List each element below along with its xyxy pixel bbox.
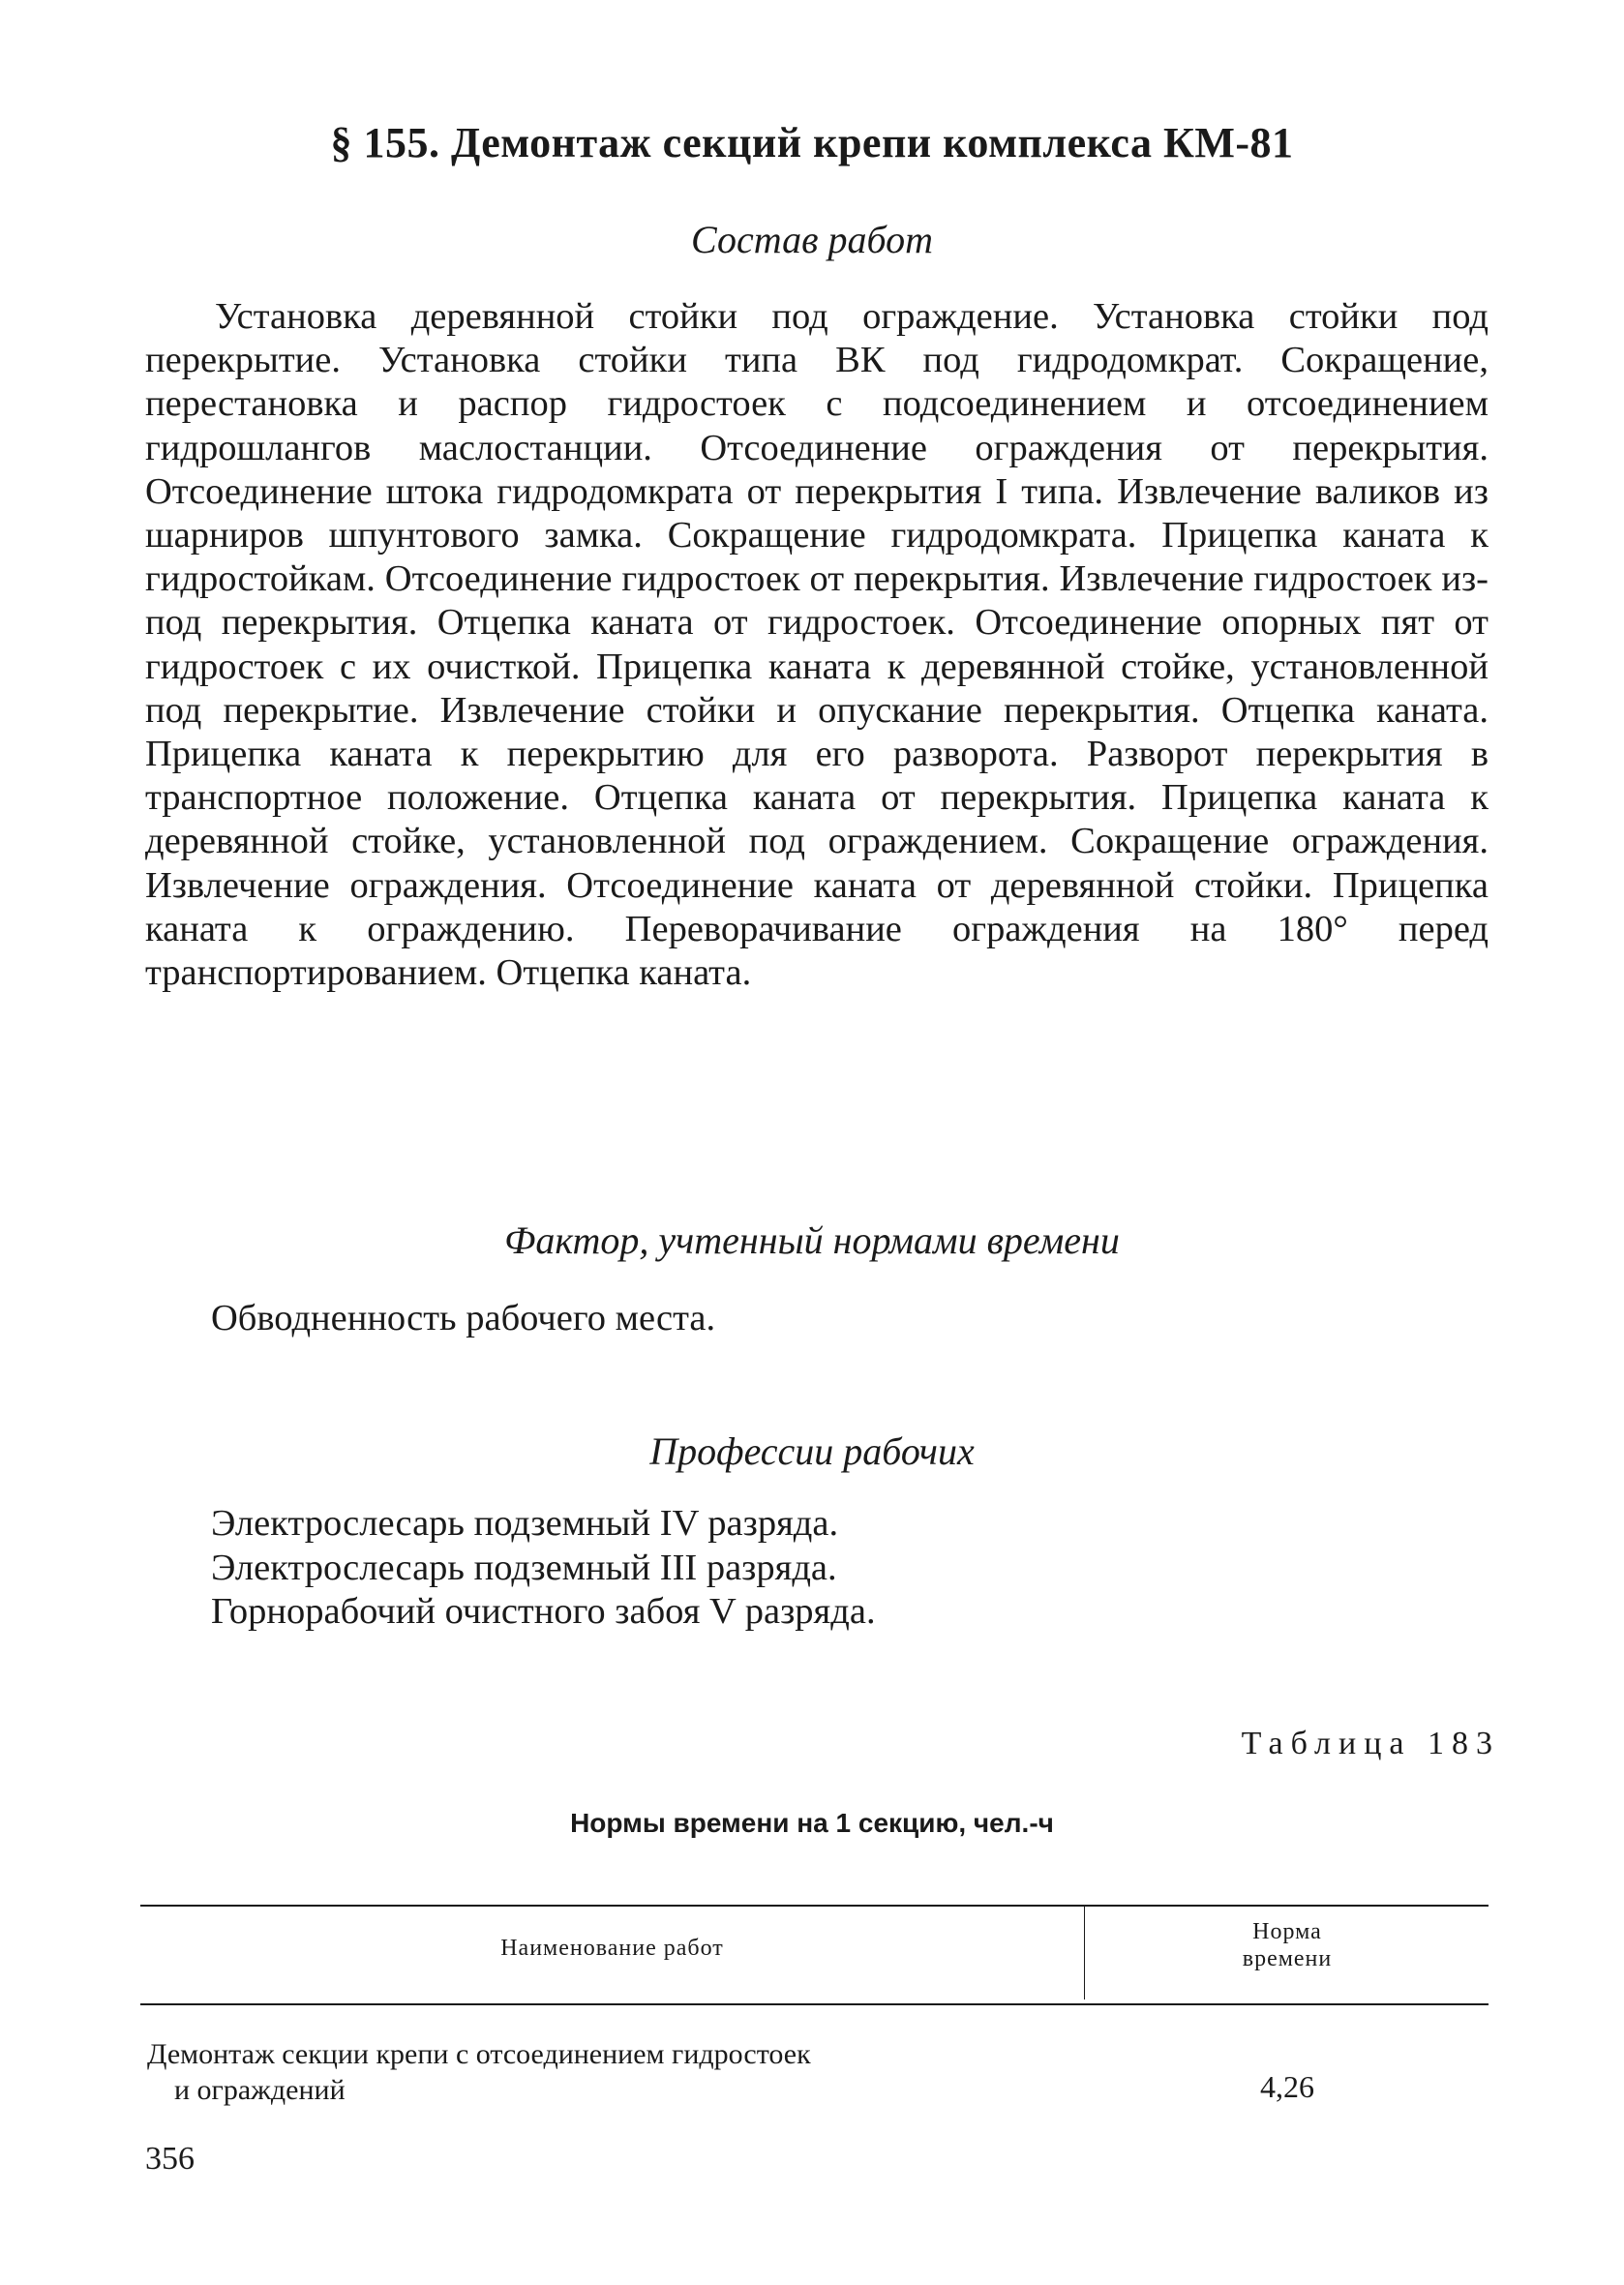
table-row-name-line1: Демонтаж секции крепи с отсоединением гидростоек xyxy=(147,2038,811,2070)
table-row-value: 4,26 xyxy=(1260,2069,1314,2104)
table-column-divider xyxy=(1084,1907,1085,1999)
page-number: 356 xyxy=(145,2141,195,2177)
table-header-norm-line2: времени xyxy=(1242,1946,1333,1971)
table-header-name: Наименование работ xyxy=(500,1936,724,1961)
table-row-name-line2: и ограждений xyxy=(174,2074,346,2106)
professions-title: Профессии рабочих xyxy=(649,1429,975,1473)
profession-item: Электрослесарь подземный IV разряда. xyxy=(211,1503,839,1544)
composition-text xyxy=(145,295,1489,995)
profession-item: Электрослесарь подземный III разряда. xyxy=(211,1547,837,1588)
section-heading: § 155. Демонтаж секций крепи комплекса КМ-81 xyxy=(330,119,1294,166)
table-label: Таблица 183 xyxy=(1241,1726,1500,1761)
table-header-rule xyxy=(140,2003,1489,2005)
professions-list xyxy=(211,1502,876,1635)
table-header-norm-line1: Норма xyxy=(1252,1919,1322,1944)
composition-title: Состав работ xyxy=(691,218,933,261)
profession-item: Горнорабочий очистного забоя V разряда. xyxy=(211,1591,876,1632)
table-top-rule xyxy=(140,1905,1489,1907)
table-row-name xyxy=(147,2036,811,2108)
composition-paragraph: Установка деревянной стойки под ограждение. Установка стойки под перекрытие. Установка стойки типа ВК под гидродомкрат. Сокращение, перестановка и распор гидростоек с подсоединением и отсоединением гидрошлангов маслостанции. Отсоединение ограждения от перекрытия. Отсоединение штока гидродомкрата от перекрытия I типа. Извлечение валиков из шарниров шпунтового замка. Сокращение гидродомкрата. Прицепка каната к гидростойкам. Отсоединение гидростоек от перекрытия. Извлечение гидростоек из-под перекрытия. Отцепка каната от гидростоек. Отсоединение опорных пят от гидростоек с их очисткой. Прицепка каната к деревянной стойке, установленной под перекрытие. Извлечение стойки и опускание перекрытия. Отцепка каната. Прицепка каната к перекрытию для его разворота. Разворот перекрытия в транспортное положение. Отцепка каната от перекрытия. Прицепка каната к деревянной стойке, установленной под ограждением. Сокращение ограждения. Извлечение ограждения. Отсоединение каната от деревянной стойки. Прицепка каната к ограждению. Переворачивание ограждения на 180° перед транспортированием. Отцепка каната. xyxy=(145,296,1489,994)
table-header-norm xyxy=(1086,1918,1489,1972)
factor-title: Фактор, учтенный нормами времени xyxy=(504,1218,1120,1262)
table-title: Нормы времени на 1 секцию, чел.-ч xyxy=(570,1808,1054,1838)
factor-text: Обводненность рабочего места. xyxy=(211,1298,716,1338)
